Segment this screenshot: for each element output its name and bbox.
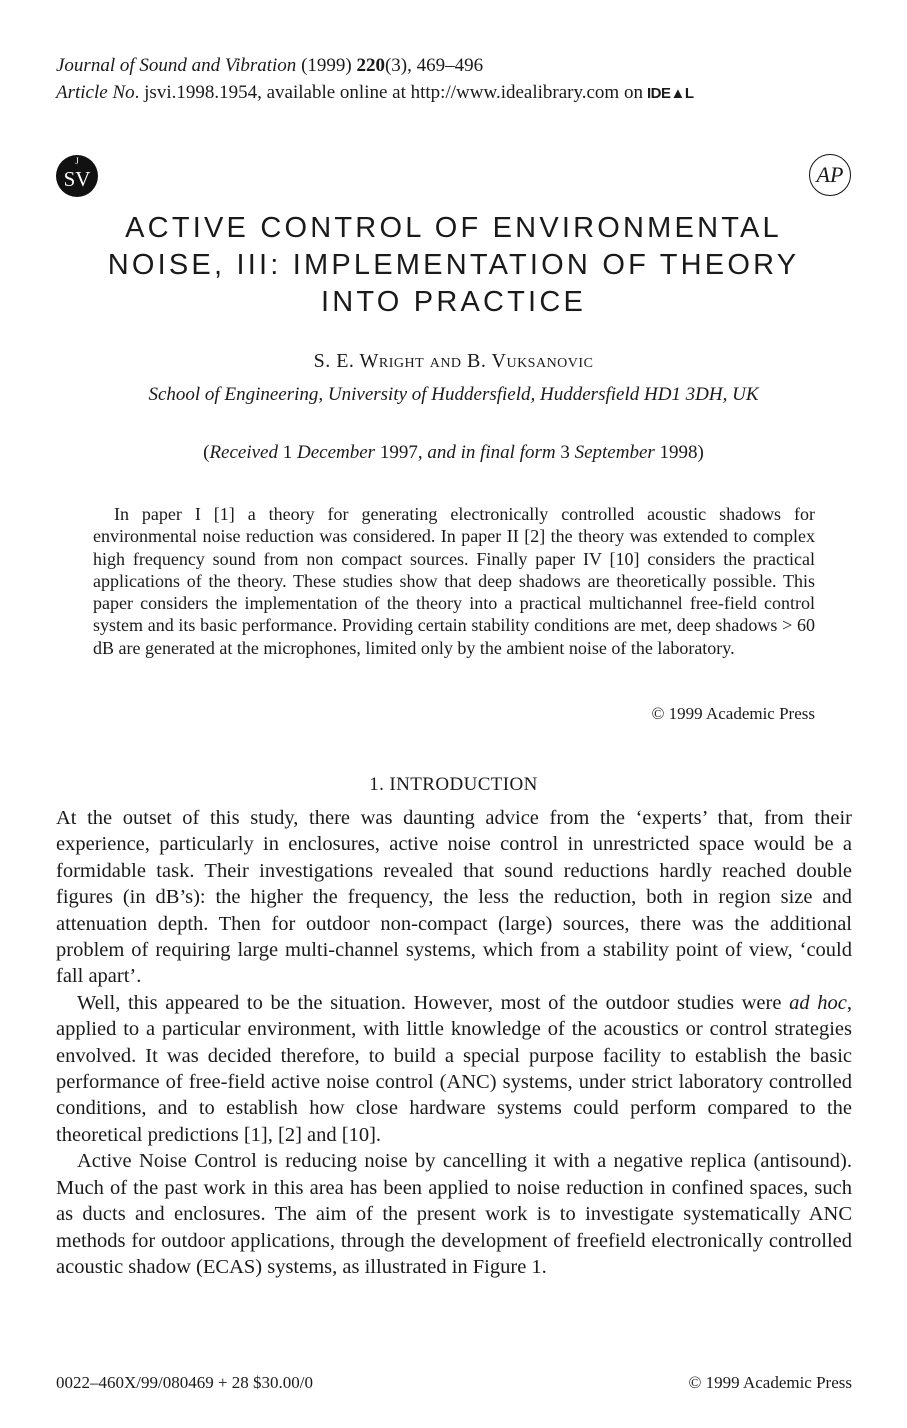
final-year: 1998) [654,442,704,463]
final-month: September [574,442,655,463]
received-dates [0,441,907,465]
received-label: Received [209,442,278,463]
final-form-label: and in final form [427,442,556,463]
paragraph-2-end: , applied to a particular environment, with little knowledge of the acoustics or control strategies envolved. It was decided therefore, to build a special purpose facility to establish the basic performance of free-field active noise control (ANC) systems, under strict laboratory controlled conditions, and to establish how close hardware systems could perform compared to the theoretical predictions [1], [2] and [10]. [56,991,852,1146]
article-no-label: Article No [56,82,135,103]
abstract-copyright: © 1999 Academic Press [651,704,815,723]
paragraph-1: At the outset of this study, there was daunting advice from the ‘experts’ that, from their experience, particularly in enclosures, active noise control in unrestricted space would be a formidable task. Their investigations revealed that sound reductions hardly reached double figures (in dB’s): the higher the frequency, the less the reduction, both in region size and attenuation depth. Then for outdoor non-compact (large) sources, there was the additional problem of requiring large multi-channel systems, which from a stability point of view, ‘could fall apart’. [56,807,852,988]
paragraph-2-italic: ad hoc [789,991,847,1014]
paper-title [60,210,847,321]
paragraph-2 [56,990,852,1148]
ideal-logo: IDE▲L [646,85,694,102]
section-heading: 1. INTRODUCTION [369,774,538,795]
ap-logo [809,154,851,196]
abstract-text: In paper I [1] a theory for generating electronically controlled acoustic shadows for environmental noise reduction was considered. In paper II [2] the theory was extended to complex high frequency sound from non compact sources. Finally paper IV [10] considers the practical applications of the theory. These studies show that deep shadows are theoretically possible. This paper considers the implementation of the theory into a practical multichannel free-field control system and its basic performance. Providing certain stability conditions are met, deep shadows > 60 dB are generated at the microphones, limited only by the ambient noise of the laboratory. [93,504,815,658]
journal-volume: 220 [356,55,385,76]
journal-citation [56,54,483,78]
sv-logo [56,155,98,197]
authors: S. E. Wright and B. Vuksanovic [313,350,594,372]
article-number-line [56,81,693,106]
footer-copyright: © 1999 Academic Press [688,1373,852,1392]
journal-issue-pages: (3), 469–496 [384,55,484,76]
paragraph-2-start: Well, this appeared to be the situation. However, most of the outdoor studies were [77,991,790,1014]
title-line-1: ACTIVE CONTROL OF ENVIRONMENTAL [125,212,782,244]
abstract [93,503,815,659]
sv-logo-top: J [75,156,79,166]
article-no-text: . jsvi.1998.1954, available online at http://www.idealibrary.com on [134,82,643,103]
ap-logo-text: AP [816,162,844,187]
body-text [56,805,852,1280]
journal-name: Journal of Sound and Vibration [56,55,297,76]
sv-logo-text: SV [63,167,91,191]
final-day: 3 [555,442,575,463]
received-day: 1 [278,442,297,463]
journal-year: (1999) [296,55,357,76]
footer-code: 0022–460X/99/080469 + 28 $30.00/0 [56,1373,314,1392]
title-line-3: INTO PRACTICE [320,286,587,318]
title-line-2: NOISE, III: IMPLEMENTATION OF THEORY [107,249,800,281]
paragraph-3: Active Noise Control is reducing noise by cancelling it with a negative replica (antisound). Much of the past work in this area has been applied to noise reduction in confined spaces, such as ducts and enclosures. The aim of the present work is to investigate systematically ANC methods for outdoor applications, through the development of freefield electronically controlled acoustic shadow (ECAS) systems, as illustrated in Figure 1. [56,1150,852,1278]
received-month: December [297,442,376,463]
received-open: ( [203,442,210,463]
received-year: 1997, [375,442,428,463]
affiliation: School of Engineering, University of Huddersfield, Huddersfield HD1 3DH, UK [148,384,759,405]
